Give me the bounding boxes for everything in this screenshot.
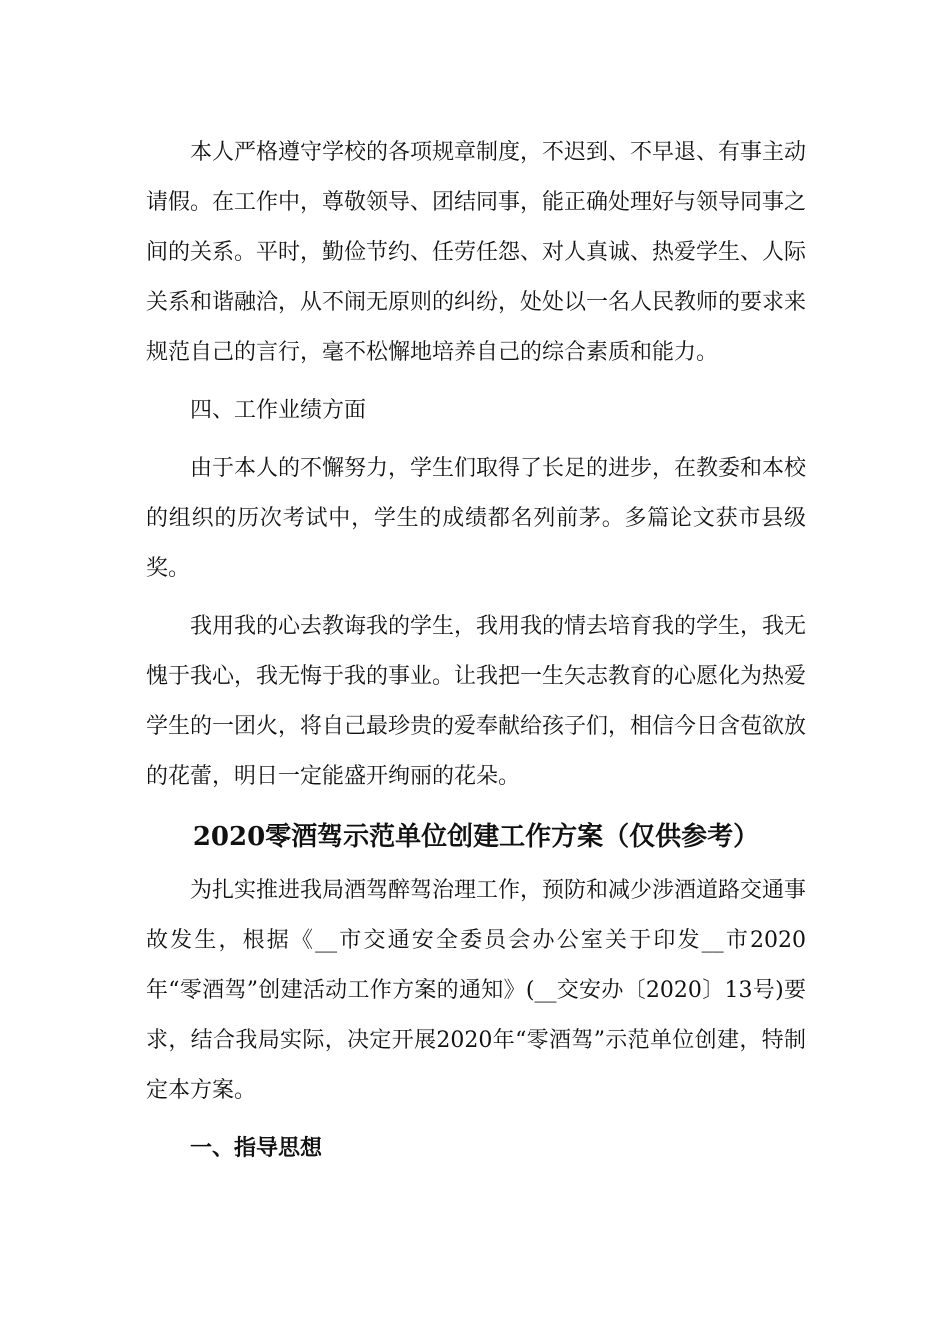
paragraph-closing: 我用我的心去教诲我的学生，我用我的情去培育我的学生，我无愧于我心，我无悔于我的事业。让我把一生矢志教育的心愿化为热爱学生的一团火，将自己最珍贵的爱奉献给孩子们，相信今日含苞欲放的花蕾，明日一定能盛开绚丽的花朵。: [146, 614, 807, 789]
paragraph-achievements: 由于本人的不懈努力，学生们取得了长足的进步，在教委和本校的组织的历次考试中，学生的成绩都名列前茅。多篇论文获市县级奖。: [146, 456, 807, 581]
paragraph-conduct: 本人严格遵守学校的各项规章制度，不迟到、不早退、有事主动请假。在工作中，尊敬领导、团结同事，能正确处理好与领导同事之间的关系。平时，勤俭节约、任劳任怨、对人真诚、热爱学生、人际关系和谐融洽，从不闹无原则的纠纷，处处以一名人民教师的要求来规范自己的言行，毫不松懈地培养自己的综合素质和能力。: [146, 140, 807, 365]
section-heading-achievements: 四、工作业绩方面: [190, 398, 367, 423]
paragraph-intro: 为扎实推进我局酒驾醉驾治理工作，预防和减少涉酒道路交通事故发生，根据《__市交通安全委员会办公室关于印发__市2020年“零酒驾”创建活动工作方案的通知》(__交安办〔2020〕13号)要求，结合我局实际，决定开展2020年“零酒驾”示范单位创建，特制定本方案。: [146, 878, 807, 1103]
section-heading-guiding-ideology: 一、指导思想: [190, 1136, 323, 1161]
document-body: [146, 128, 806, 1174]
document-title: 2020零酒驾示范单位创建工作方案（仅供参考）: [192, 822, 760, 852]
